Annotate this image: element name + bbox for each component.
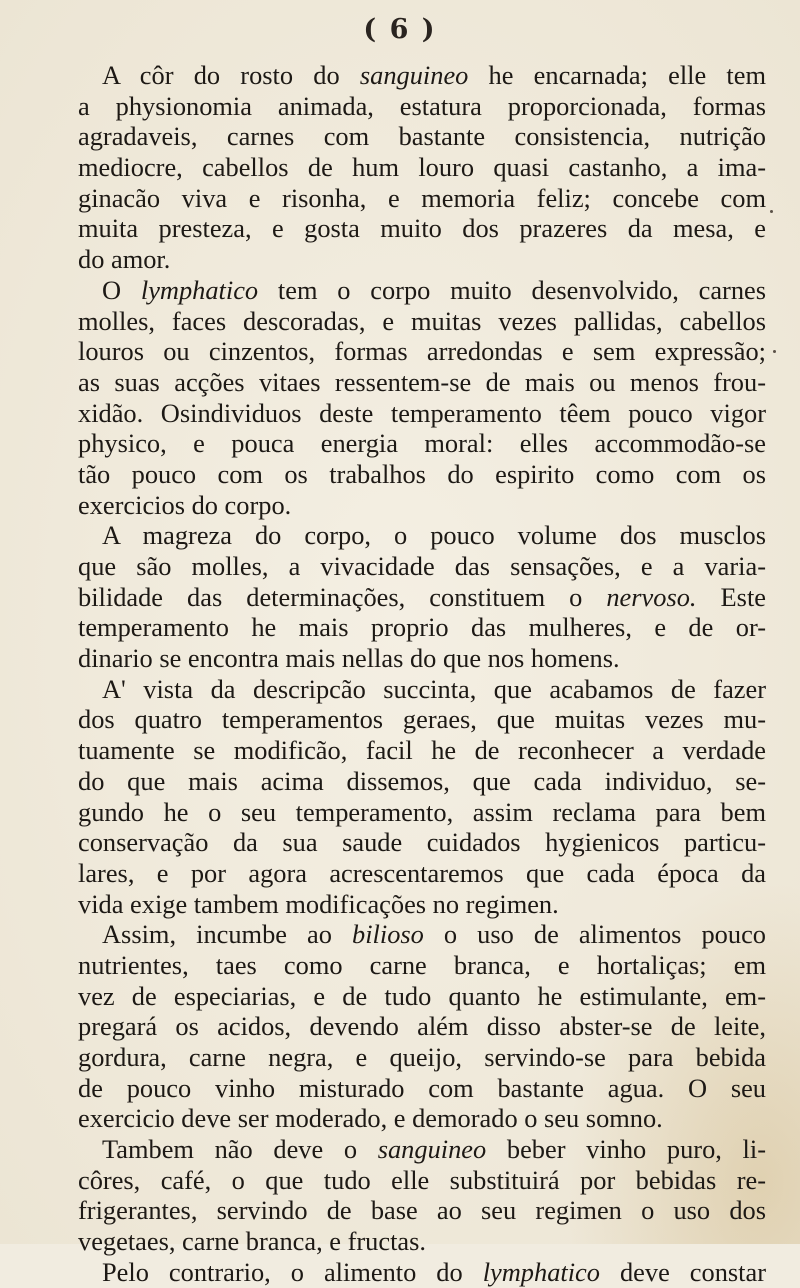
- text-segment: que são molles, a vivacidade das sensações, e a varia-: [78, 551, 766, 581]
- text-line: [78, 336, 766, 367]
- text-segment: gundo he o seu temperamento, assim reclama para bem: [78, 796, 766, 827]
- text-line: [78, 1042, 766, 1073]
- text-segment: tem o corpo muito desenvolvido, carnes: [258, 274, 767, 305]
- text-segment: frigerantes, servindo de base ao seu regimen o uso dos: [78, 1195, 766, 1226]
- text-line: [78, 735, 766, 766]
- text-segment: A côr do rosto do: [102, 60, 360, 90]
- text-segment: Este: [696, 581, 766, 612]
- text-segment: exercicio deve ser moderado, e demorado o seu somno.: [78, 1103, 663, 1134]
- text-line: [78, 490, 766, 521]
- text-segment: as suas acções vitaes ressentem-se de mais ou menos frou-: [78, 366, 766, 397]
- text-segment: côres, café, o que tudo elle substituirá por bebidas re-: [78, 1164, 766, 1195]
- text-segment: mediocre, cabellos de hum louro quasi castanho, a ima-: [78, 152, 766, 183]
- text-segment: nutrientes, taes como carne branca, e hortaliças; em: [78, 949, 766, 980]
- text-segment: beber vinho puro, li-: [486, 1134, 766, 1165]
- text-line: [78, 1073, 766, 1104]
- text-segment: conservação da sua saude cuidados hygienicos particu-: [78, 827, 766, 858]
- text-line: [78, 889, 766, 920]
- text-segment: o uso de alimentos pouco: [423, 919, 766, 950]
- text-line: [78, 1011, 766, 1042]
- text-line: [78, 183, 766, 214]
- italic-term: bilioso: [352, 919, 424, 950]
- text-segment: A' vista da descripcão succinta, que acabamos de fazer: [102, 673, 766, 704]
- text-line: [78, 551, 766, 582]
- ink-speck: [770, 210, 773, 213]
- text-segment: exercicios do corpo.: [78, 489, 292, 520]
- text-segment: do que mais acima dissemos, que cada individuo, se-: [78, 765, 766, 796]
- text-segment: bilidade das determinações, constituem o: [78, 581, 607, 612]
- text-segment: de pouco vinho misturado com bastante agua. O seu: [78, 1072, 766, 1103]
- text-line: [78, 1195, 766, 1226]
- text-line: [78, 950, 766, 981]
- text-line: [78, 919, 766, 950]
- italic-term: sanguineo: [377, 1134, 487, 1165]
- body-text: [78, 60, 766, 1288]
- text-line: [78, 674, 766, 705]
- text-line: [78, 1226, 766, 1257]
- text-line: [78, 244, 766, 275]
- text-line: [78, 275, 766, 306]
- text-segment: A magreza do corpo, o pouco volume dos musclos: [102, 520, 766, 551]
- text-segment: Tambem não deve o: [102, 1134, 378, 1165]
- text-segment: temperamento he mais proprio das mulheres, e de or-: [78, 612, 766, 643]
- italic-term: sanguineo: [359, 60, 469, 90]
- italic-term: lymphatico: [482, 1256, 600, 1287]
- text-segment: physico, e pouca energia moral: elles accommodão-se: [78, 428, 766, 459]
- text-line: [78, 91, 766, 122]
- text-segment: gordura, carne negra, e queijo, servindo-se para bebida: [78, 1042, 766, 1072]
- text-line: [78, 520, 766, 551]
- ink-speck: [773, 350, 776, 353]
- text-line: [78, 1257, 766, 1288]
- text-segment: vez de especiarias, e de tudo quanto he estimulante, em-: [78, 980, 766, 1011]
- text-segment: a physionomia animada, estatura proporcionada, formas: [78, 90, 766, 121]
- text-line: [78, 766, 766, 797]
- text-segment: dos quatro temperamentos geraes, que muitas vezes mu-: [78, 704, 766, 735]
- text-segment: molles, faces descoradas, e muitas vezes pallidas, cabellos: [78, 305, 766, 336]
- text-line: [78, 1103, 766, 1134]
- text-line: [78, 827, 766, 858]
- text-line: [78, 459, 766, 490]
- text-segment: tuamente se modificão, facil he de reconhecer a verdade: [78, 735, 766, 766]
- text-segment: lares, e por agora acrescentaremos que cada época da: [78, 857, 766, 888]
- text-line: [78, 367, 766, 398]
- text-segment: dinario se encontra mais nellas do que nos homens.: [78, 643, 620, 674]
- text-line: [78, 612, 766, 643]
- text-line: [78, 428, 766, 459]
- text-segment: agradaveis, carnes com bastante consistencia, nutrição: [78, 121, 766, 152]
- text-line: [78, 121, 766, 152]
- italic-term: lymphatico: [140, 274, 259, 305]
- text-line: [78, 797, 766, 828]
- text-line: [78, 152, 766, 183]
- text-line: [78, 643, 766, 674]
- text-segment: Assim, incumbe ao: [102, 919, 352, 950]
- italic-term: nervoso.: [606, 581, 697, 612]
- text-segment: tão pouco com os trabalhos do espirito como com os: [78, 458, 766, 489]
- text-segment: ginacão viva e risonha, e memoria feliz; concebe com: [78, 182, 766, 213]
- text-segment: deve constar: [599, 1256, 766, 1287]
- text-line: [78, 398, 766, 429]
- text-segment: louros ou cinzentos, formas arredondas e sem expressão;: [78, 336, 766, 367]
- text-line: [78, 704, 766, 735]
- text-segment: Pelo contrario, o alimento do: [102, 1256, 483, 1287]
- text-segment: he encarnada; elle tem: [468, 60, 766, 90]
- page-number: ( 6 ): [363, 14, 437, 45]
- text-segment: vida exige tambem modificações no regimen.: [78, 888, 559, 919]
- text-line: [78, 981, 766, 1012]
- text-segment: pregará os acidos, devendo além disso abster-se de leite,: [78, 1011, 766, 1042]
- text-segment: do amor.: [78, 244, 171, 275]
- text-line: [78, 60, 766, 91]
- text-segment: xidão. Osindividuos deste temperamento têem pouco vigor: [78, 397, 766, 428]
- text-line: [78, 858, 766, 889]
- text-line: [78, 582, 766, 613]
- text-segment: muita presteza, e gosta muito dos prazeres da mesa, e: [78, 213, 766, 244]
- text-line: [78, 1134, 766, 1165]
- text-segment: O: [102, 274, 141, 305]
- text-line: [78, 1165, 766, 1196]
- text-line: [78, 306, 766, 337]
- text-segment: vegetaes, carne branca, e fructas.: [78, 1226, 426, 1257]
- text-line: [78, 213, 766, 244]
